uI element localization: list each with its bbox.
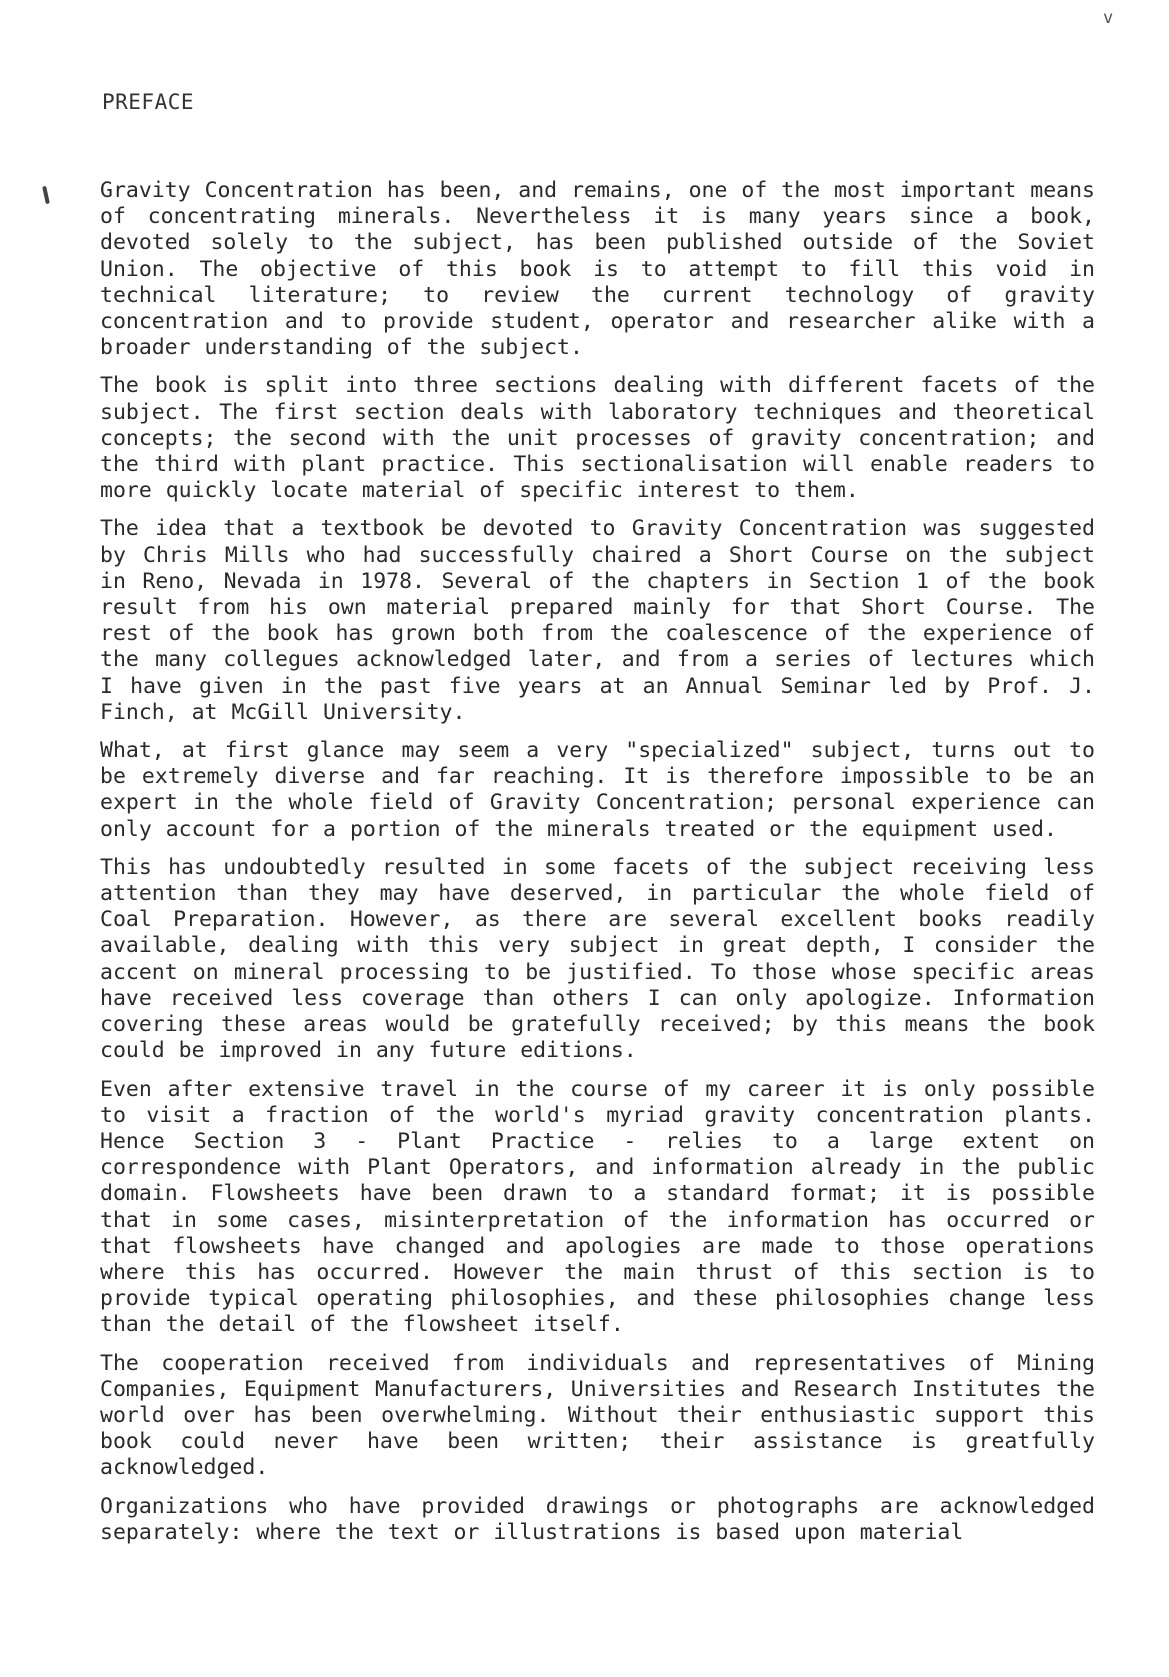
paragraph-3: The idea that a textbook be devoted to Gravity Concentration was suggested by Chris Mills who had successfully chaired a Short Course on the subject in Reno, Nevada in 1978. Several of the chapters in Section 1 of the book result from his own material prepared mainly for that Short Course. The rest of the book has grown both from the coalescence of the experience of the many collegues acknowledged later, and from a series of lectures which I have given in the past five years at an Annual Seminar led by Prof. J. Finch, at McGill University.: [100, 516, 1095, 725]
paragraph-5: This has undoubtedly resulted in some facets of the subject receiving less attention than they may have deserved, in particular the whole field of Coal Preparation. However, as there are several excellent books readily available, dealing with this very subject in great depth, I consider the accent on mineral processing to be justified. To those whose specific areas have received less coverage than others I can only apologize. Information covering these areas would be gratefully received; by this means the book could be improved in any future editions.: [100, 854, 1095, 1064]
paragraph-2: The book is split into three sections dealing with different facets of the subject. The first section deals with laboratory techniques and theoretical concepts; the second with the unit processes of gravity concentration; and the third with plant practice. This sectionalisation will enable readers to more quickly locate material of specific interest to them.: [100, 373, 1095, 504]
page-number: v: [1103, 8, 1114, 28]
paragraph-7: The cooperation received from individuals and representatives of Mining Companies, Equipment Manufacturers, Universities and Research Institutes the world over has been overwhelming. Without their enthusiastic support this book could never have been written; their assistance is greatfully acknowledged.: [100, 1350, 1095, 1481]
paragraph-6: Even after extensive travel in the course of my career it is only possible to visit a fraction of the world's myriad gravity concentration plants. Hence Section 3 - Plant Practice - relies to a large extent on correspondence with Plant Operators, and information already in the public domain. Flowsheets have been drawn to a standard format; it is possible that in some cases, misinterpretation of the information has occurred or that flowsheets have changed and apologies are made to those operations where this has occurred. However the main thrust of this section is to provide typical operating philosophies, and these philosophies change less than the detail of the flowsheet itself.: [100, 1076, 1095, 1338]
paragraph-1: Gravity Concentration has been, and remains, one of the most important means of concentrating minerals. Nevertheless it is many years since a book, devoted solely to the subject, has been published outside of the Soviet Union. The objective of this book is to attempt to fill this void in technical literature; to review the current technology of gravity concentration and to provide student, operator and researcher alike with a broader understanding of the subject.: [100, 178, 1095, 361]
page-title: PREFACE: [102, 90, 195, 114]
paragraph-4: What, at first glance may seem a very "specialized" subject, turns out to be extremely diverse and far reaching. It is therefore impossible to be an expert in the whole field of Gravity Concentration; personal experience can only account for a portion of the minerals treated or the equipment used.: [100, 738, 1095, 842]
margin-mark: [42, 186, 50, 204]
preface-body: [100, 178, 1095, 1558]
paragraph-8: Organizations who have provided drawings or photographs are acknowledged separately: where the text or illustrations is based upon material: [100, 1493, 1095, 1545]
